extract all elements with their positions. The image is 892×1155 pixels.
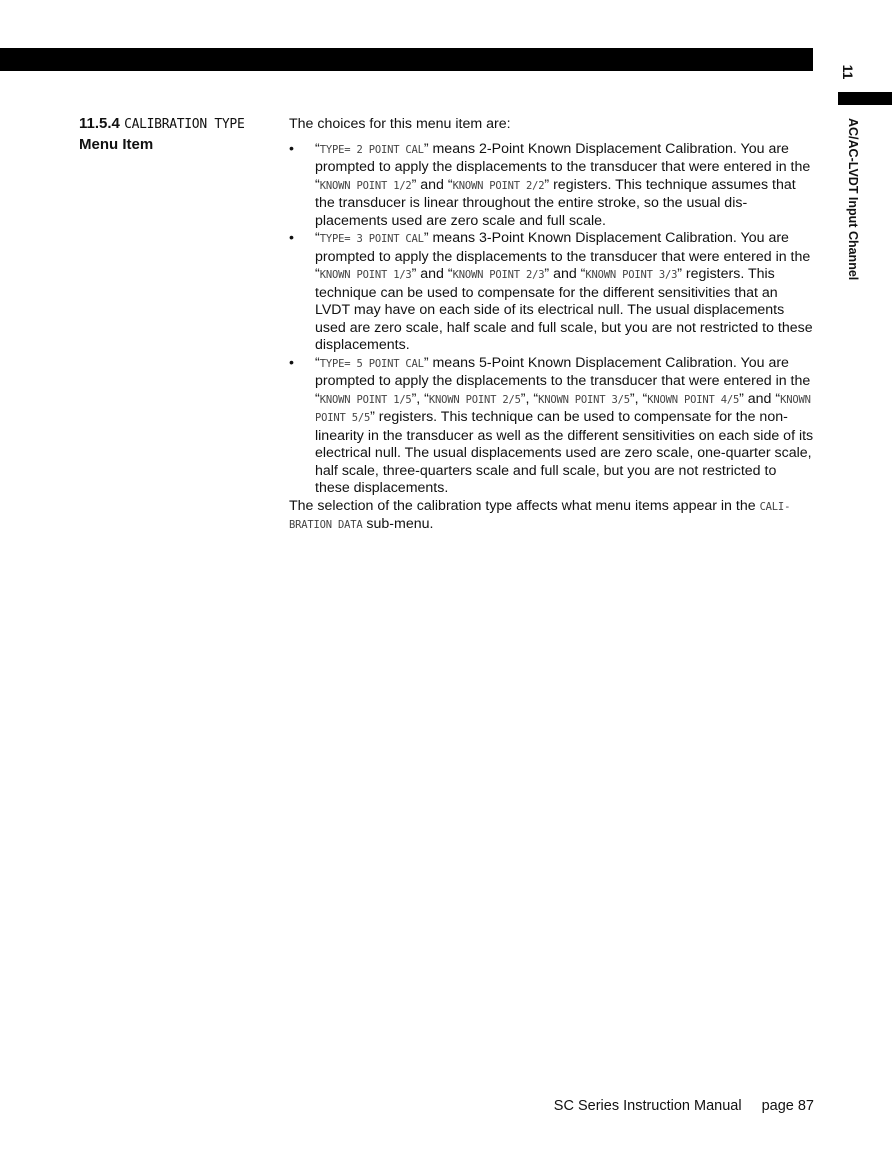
list-item bbox=[289, 230, 814, 355]
item-text: ” and “ bbox=[544, 266, 586, 282]
section-heading bbox=[79, 114, 269, 155]
item-text: ” registers. This technique assumes that the transducer is linear throughout the entire stroke, so the usual displacements used are zero scale and full scale. bbox=[315, 176, 796, 229]
item-text: ”, “ bbox=[411, 390, 429, 407]
closing-text: The selection of the calibration type affects what menu items appear in the bbox=[289, 497, 760, 514]
item-text: ” means 2-Point Known Displacement Calibration. You are prompted to apply the displacements to the transducer that were entered in the “ bbox=[315, 140, 811, 193]
item-text: ” means 3-Point Known Displacement Calibration. You are prompted to apply the displacements to the transducer that were entered in the “ bbox=[315, 230, 811, 282]
choices-list bbox=[289, 141, 814, 498]
item-text: ”, “ bbox=[629, 390, 648, 407]
code-text: KNOWN POINT 1/3 bbox=[319, 269, 412, 281]
quote-text: “ bbox=[315, 354, 320, 371]
chapter-tab-marker bbox=[838, 92, 892, 105]
intro-paragraph: The choices for this menu item are: bbox=[289, 116, 511, 132]
section-title-suffix: Menu Item bbox=[79, 136, 154, 153]
item-text: ” and “ bbox=[739, 390, 781, 407]
quote-text: “ bbox=[315, 140, 320, 157]
code-text: TYPE= 2 POINT CAL bbox=[319, 143, 424, 156]
item-text: ”, “ bbox=[520, 390, 539, 407]
closing-paragraph bbox=[289, 498, 814, 535]
section-number: 11.5.4 bbox=[79, 115, 120, 132]
code-text: KNOWN POINT 3/5 bbox=[538, 393, 630, 406]
bullet: • bbox=[289, 140, 294, 157]
body-text bbox=[289, 116, 814, 535]
quote-text: “ bbox=[315, 230, 320, 246]
code-text: KNOWN POINT 4/5 bbox=[647, 393, 740, 406]
item-text: ” and “ bbox=[411, 266, 453, 282]
code-text: KNOWN POINT 2/3 bbox=[452, 269, 545, 281]
code-text: KNOWN POINT 3/3 bbox=[585, 269, 678, 281]
bullet: • bbox=[289, 354, 294, 371]
code-text: KNOWN POINT 2/2 bbox=[452, 179, 545, 192]
manual-title: SC Series Instruction Manual bbox=[553, 1098, 742, 1114]
code-text: KNOWN POINT 5/5 bbox=[315, 393, 811, 424]
code-text: TYPE= 5 POINT CAL bbox=[319, 357, 424, 370]
code-text: KNOWN POINT 1/2 bbox=[319, 179, 412, 192]
page-number: page 87 bbox=[761, 1098, 814, 1114]
closing-text: sub-menu. bbox=[362, 516, 434, 532]
item-text: ” and “ bbox=[411, 176, 453, 193]
bullet: • bbox=[289, 230, 294, 246]
code-text: KNOWN POINT 2/5 bbox=[428, 393, 521, 406]
code-text: CALIBRATION DATA bbox=[289, 500, 791, 531]
chapter-title: AC/AC-LVDT Input Channel bbox=[846, 118, 860, 281]
code-text: TYPE= 3 POINT CAL bbox=[319, 233, 424, 245]
list-item bbox=[289, 355, 814, 498]
item-text: ” means 5-Point Known Displacement Calibration. You are prompted to apply the displacements to the transducer that were entered in the “ bbox=[315, 354, 811, 407]
code-text: KNOWN POINT 1/5 bbox=[319, 393, 412, 406]
page-footer bbox=[540, 1097, 814, 1115]
header-bar bbox=[0, 48, 813, 71]
item-text: ” registers. This technique can be used to compensate for the different sensitivities that an LVDT may have on each side of its electrical null. The usual displacements used are zero scale, half scale and full scale, but you are not restricted to these displacements. bbox=[315, 266, 813, 353]
list-item bbox=[289, 141, 814, 231]
chapter-number: 11 bbox=[840, 64, 856, 80]
section-code-title: CALIBRATION TYPE bbox=[124, 117, 245, 132]
item-text: ” registers. This technique can be used to compensate for the non-linearity in the transducer as well as the different sensitivities on each side of its electrical null. The usual displacements used are zero scale, one-quarter scale, half scale, three-quarters scale and full scale, but you are not restricted to these displacements. bbox=[315, 409, 814, 496]
